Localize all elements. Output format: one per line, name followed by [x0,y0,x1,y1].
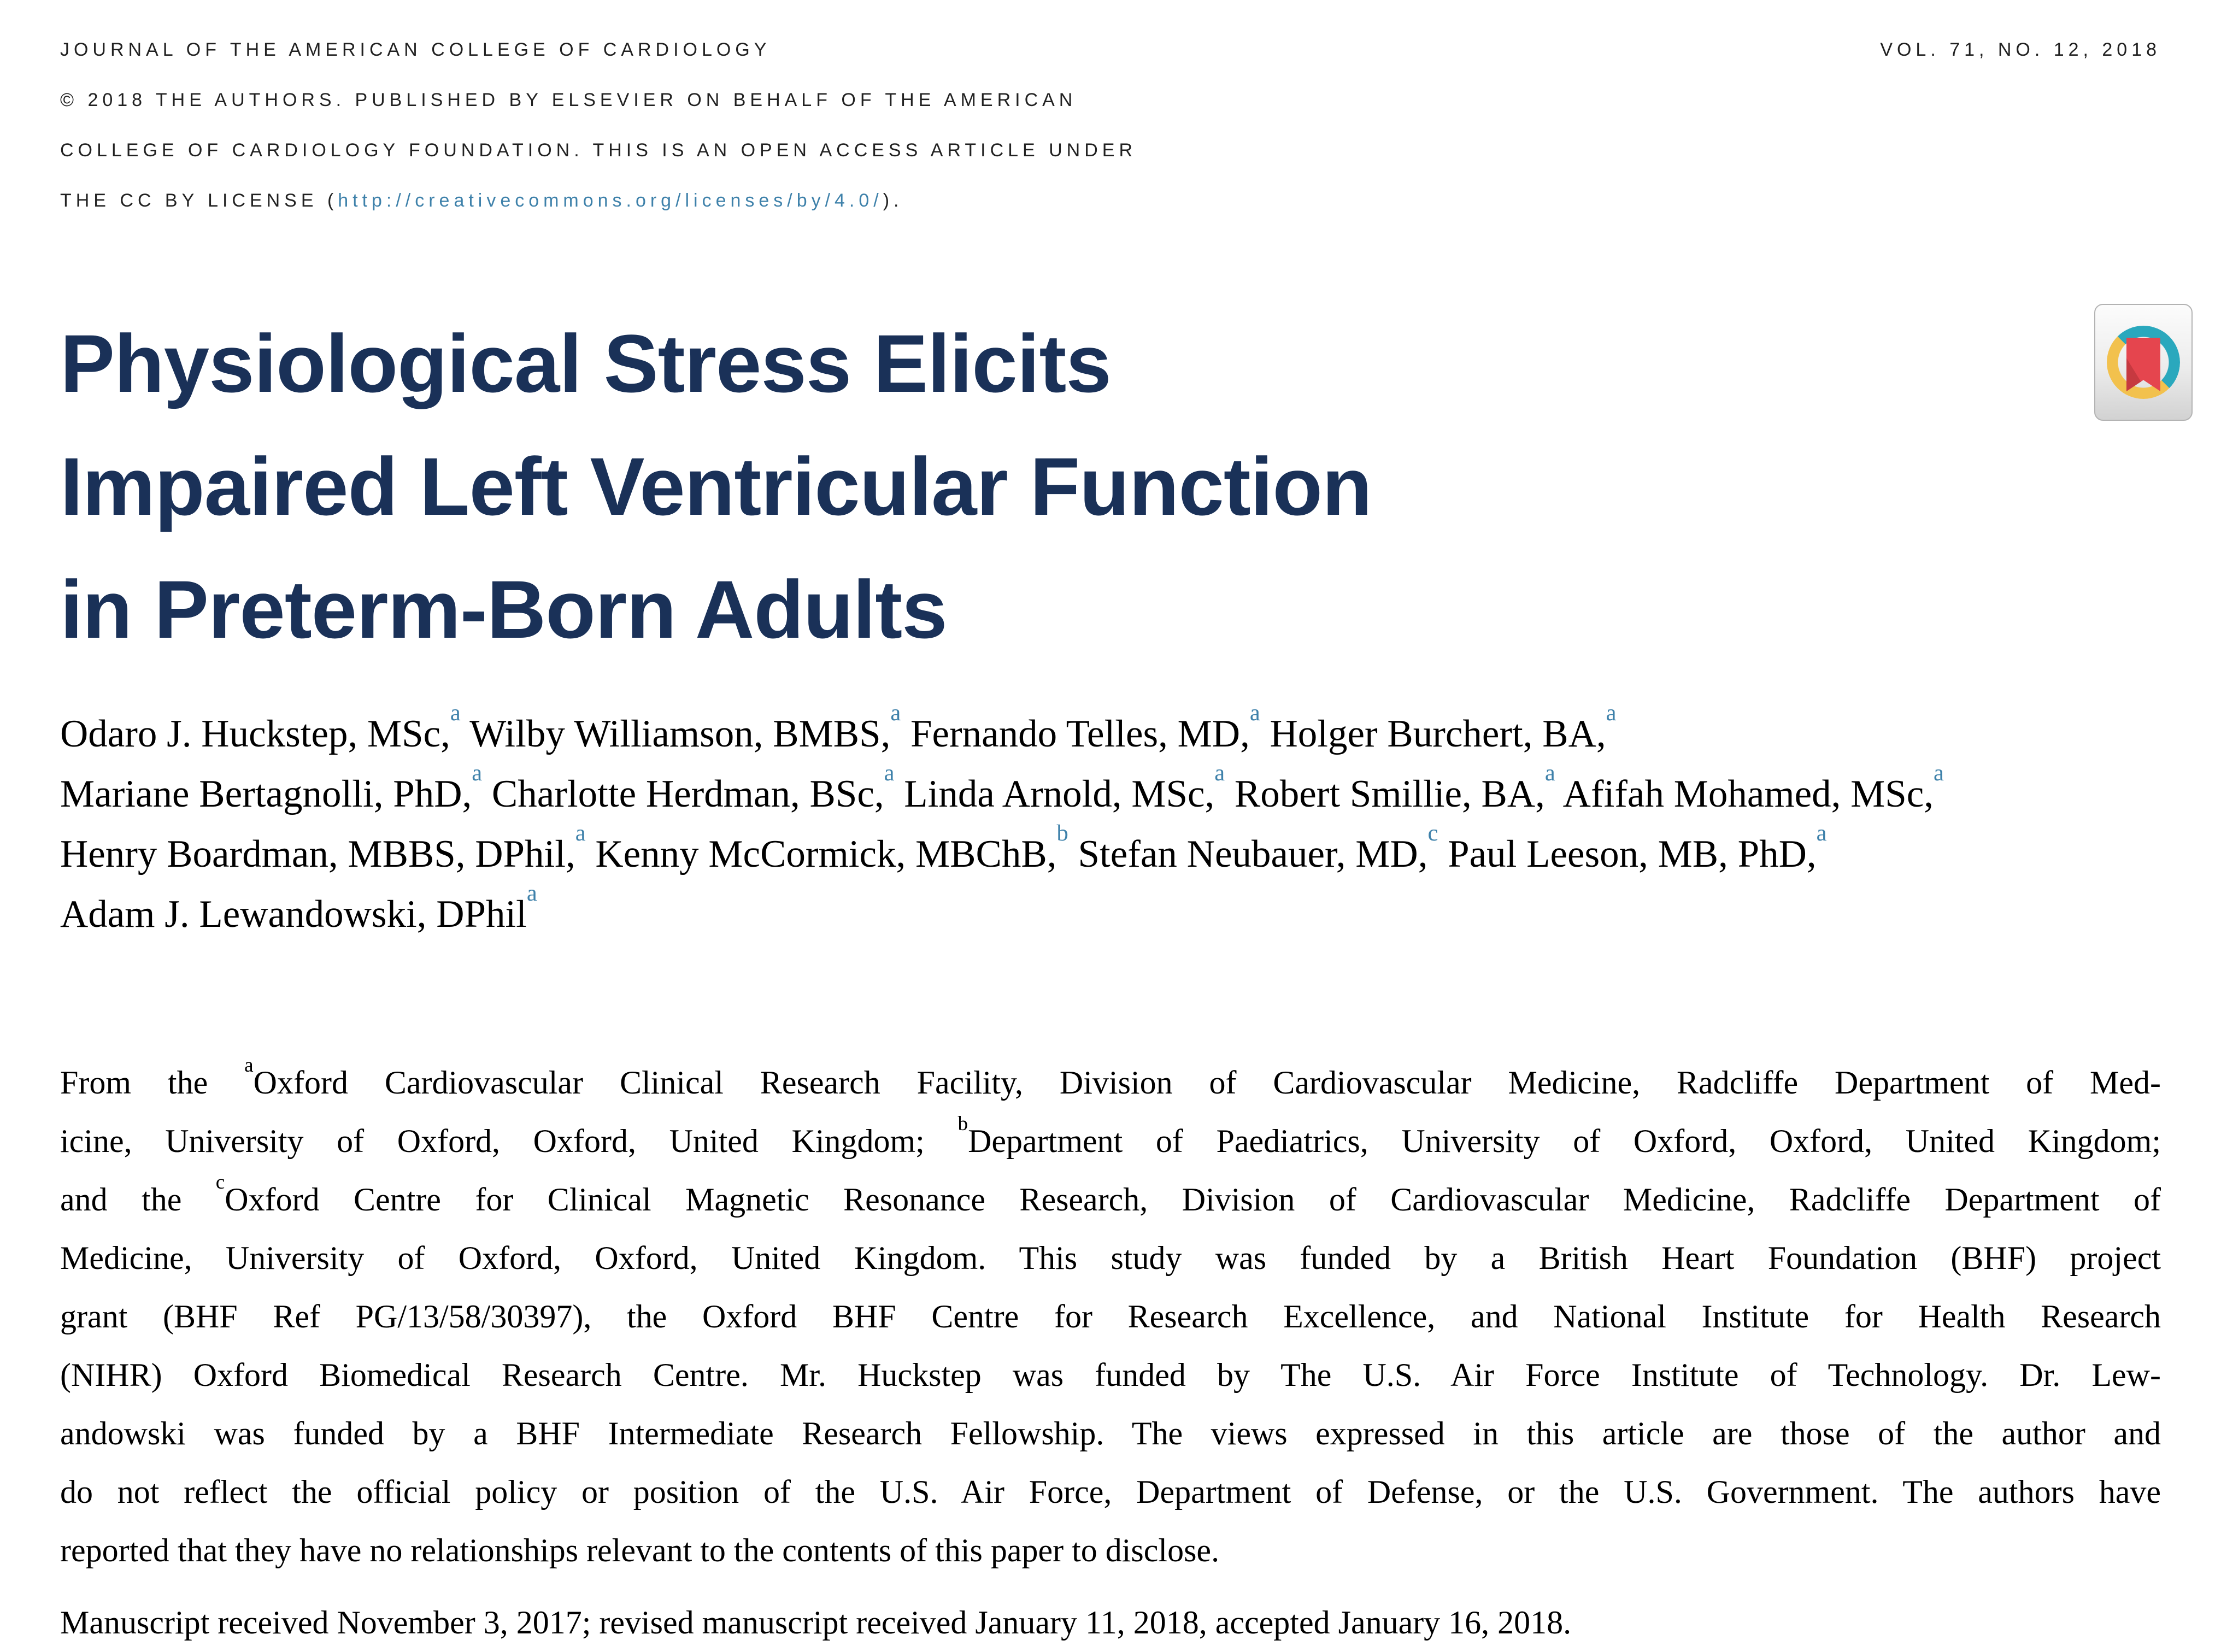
author [60,760,483,815]
author [60,699,461,755]
author-affiliation-superscript: a [1606,699,1617,726]
affiliation-line [60,1521,2161,1580]
article-badge-button[interactable] [2094,304,2193,421]
affiliation-line [60,1463,2161,1521]
affiliation-text: reported that they have no relationships relevant to the contents of this paper to disclose. [60,1532,1220,1568]
manuscript-history-note: Manuscript received November 3, 2017; revised manuscript received January 11, 2018, accepted January 16, 2018. [60,1604,1572,1641]
affiliation-segment [60,1240,2161,1276]
author-name: Robert Smillie, BA, [1225,773,1545,815]
author-affiliation-superscript: a [1816,820,1827,846]
author [482,760,895,815]
cc-license-link[interactable]: http://creativecommons.org/licenses/by/4.0/ [338,190,883,211]
author-affiliation-superscript: a [1544,760,1555,786]
volume-info: VOL. 71, NO. 12, 2018 [1880,39,2161,60]
affiliation-superscript: a [244,1054,254,1077]
author-name: Holger Burchert, BA, [1260,713,1606,755]
affiliation-line [60,1112,2161,1171]
author-name: Adam J. Lewandowski, DPhil [60,893,527,936]
author [1068,820,1438,875]
affiliation-segment [60,1357,2161,1393]
author-affiliation-superscript: a [526,880,537,906]
author-name: Paul Leeson, MB, PhD, [1438,833,1817,875]
author-line [60,820,2161,884]
affiliation-text: do not reflect the official policy or position of the U.S. Air Force, Department of Defense, or the U.S. Government. The authors have [60,1474,2161,1510]
affiliation-text: Oxford Centre for Clinical Magnetic Resonance Research, Division of Cardiovascular Medicine, Radcliffe Department of [225,1181,2161,1218]
author-affiliation-superscript: a [1249,699,1260,726]
affiliation-segment [60,1415,2161,1451]
affiliation-segment [968,1123,2161,1159]
affiliation-line [60,1287,2161,1346]
author-name: Stefan Neubauer, MD, [1068,833,1428,875]
journal-header-row [60,25,2161,75]
affiliation-text: grant (BHF Ref PG/13/58/30397), the Oxford BHF Centre for Research Excellence, and National Institute for Health Research [60,1298,2161,1334]
author [894,760,1225,815]
author-line [60,760,2161,824]
copyright-line-2: COLLEGE OF CARDIOLOGY FOUNDATION. THIS IS AN OPEN ACCESS ARTICLE UNDER [60,140,1137,161]
license-line [60,175,2161,226]
journal-name: JOURNAL OF THE AMERICAN COLLEGE OF CARDIOLOGY [60,39,771,60]
affiliation-segment [60,1298,2161,1334]
author-affiliation-superscript: b [1056,820,1068,846]
article-title [60,302,2161,671]
author [460,699,901,755]
affiliation-segment [60,1171,225,1218]
author-name: Wilby Williamson, BMBS, [460,713,891,755]
title-line-3: in Preterm-Born Adults [60,563,947,655]
author-name: Kenny McCormick, MBChB, [585,833,1057,875]
affiliation-text: andowski was funded by a BHF Intermediate Research Fellowship. The views expressed in this article are those of the author and [60,1415,2161,1451]
author-affiliation-superscript: a [575,820,586,846]
affiliation-superscript: b [957,1113,968,1136]
affiliation-funding-note [60,1054,2161,1580]
journal-header [60,25,2161,226]
affiliation-text: Department of Paediatrics, University of Oxford, Oxford, United Kingdom; [968,1123,2161,1159]
title-line-1: Physiological Stress Elicits [60,318,1111,409]
author [585,820,1068,875]
author-affiliation-superscript: a [1933,760,1944,786]
author-affiliation-superscript: a [1214,760,1225,786]
affiliation-text: and the [60,1181,216,1218]
affiliation-segment [254,1065,2161,1101]
author-name: Charlotte Herdman, BSc, [482,773,884,815]
affiliation-segment [60,1532,1219,1568]
title-line-2: Impaired Left Ventricular Function [60,440,1372,532]
license-suffix: ). [883,190,903,211]
affiliation-text: Oxford Cardiovascular Clinical Research Facility, Division of Cardiovascular Medicine, Radcliffe Department of Med- [253,1065,2161,1101]
affiliation-superscript: c [215,1171,225,1194]
affiliation-segment [60,1054,254,1101]
author-line [60,699,2161,764]
author-affiliation-superscript: a [890,699,901,726]
author-list [60,699,2161,944]
affiliation-line [60,1229,2161,1287]
author [1260,699,1617,755]
author [60,880,537,936]
author [1555,760,1944,815]
author-name: Afifah Mohamed, MSc, [1555,773,1934,815]
affiliation-segment [225,1181,2161,1218]
affiliation-text: (NIHR) Oxford Biomedical Research Centre. Mr. Huckstep was funded by The U.S. Air Force Institute of Technology. Dr. Lew- [60,1357,2161,1393]
author-line [60,880,2161,944]
author-name: Linda Arnold, MSc, [894,773,1215,815]
affiliation-line [60,1054,2161,1112]
affiliation-text: From the [60,1065,245,1101]
author-affiliation-superscript: a [884,760,895,786]
author [1225,760,1555,815]
affiliation-line [60,1404,2161,1463]
affiliation-text: Medicine, University of Oxford, Oxford, United Kingdom. This study was funded by a British Heart Foundation (BHF) project [60,1240,2161,1276]
affiliation-text: icine, University of Oxford, Oxford, United Kingdom; [60,1123,958,1159]
author-name: Mariane Bertagnolli, PhD, [60,773,472,815]
author [1438,820,1827,875]
author-affiliation-superscript: a [450,699,461,726]
affiliation-segment [60,1474,2161,1510]
affiliation-line [60,1346,2161,1404]
author [901,699,1260,755]
author [60,820,586,875]
affiliation-line [60,1171,2161,1229]
copyright-line-1: © 2018 THE AUTHORS. PUBLISHED BY ELSEVIER ON BEHALF OF THE AMERICAN [60,90,1077,110]
license-prefix: THE CC BY LICENSE ( [60,190,338,211]
author-name: Henry Boardman, MBBS, DPhil, [60,833,575,875]
author-affiliation-superscript: c [1427,820,1438,846]
author-name: Odaro J. Huckstep, MSc, [60,713,450,755]
affiliation-segment [60,1113,968,1159]
author-affiliation-superscript: a [472,760,483,786]
author-name: Fernando Telles, MD, [901,713,1250,755]
